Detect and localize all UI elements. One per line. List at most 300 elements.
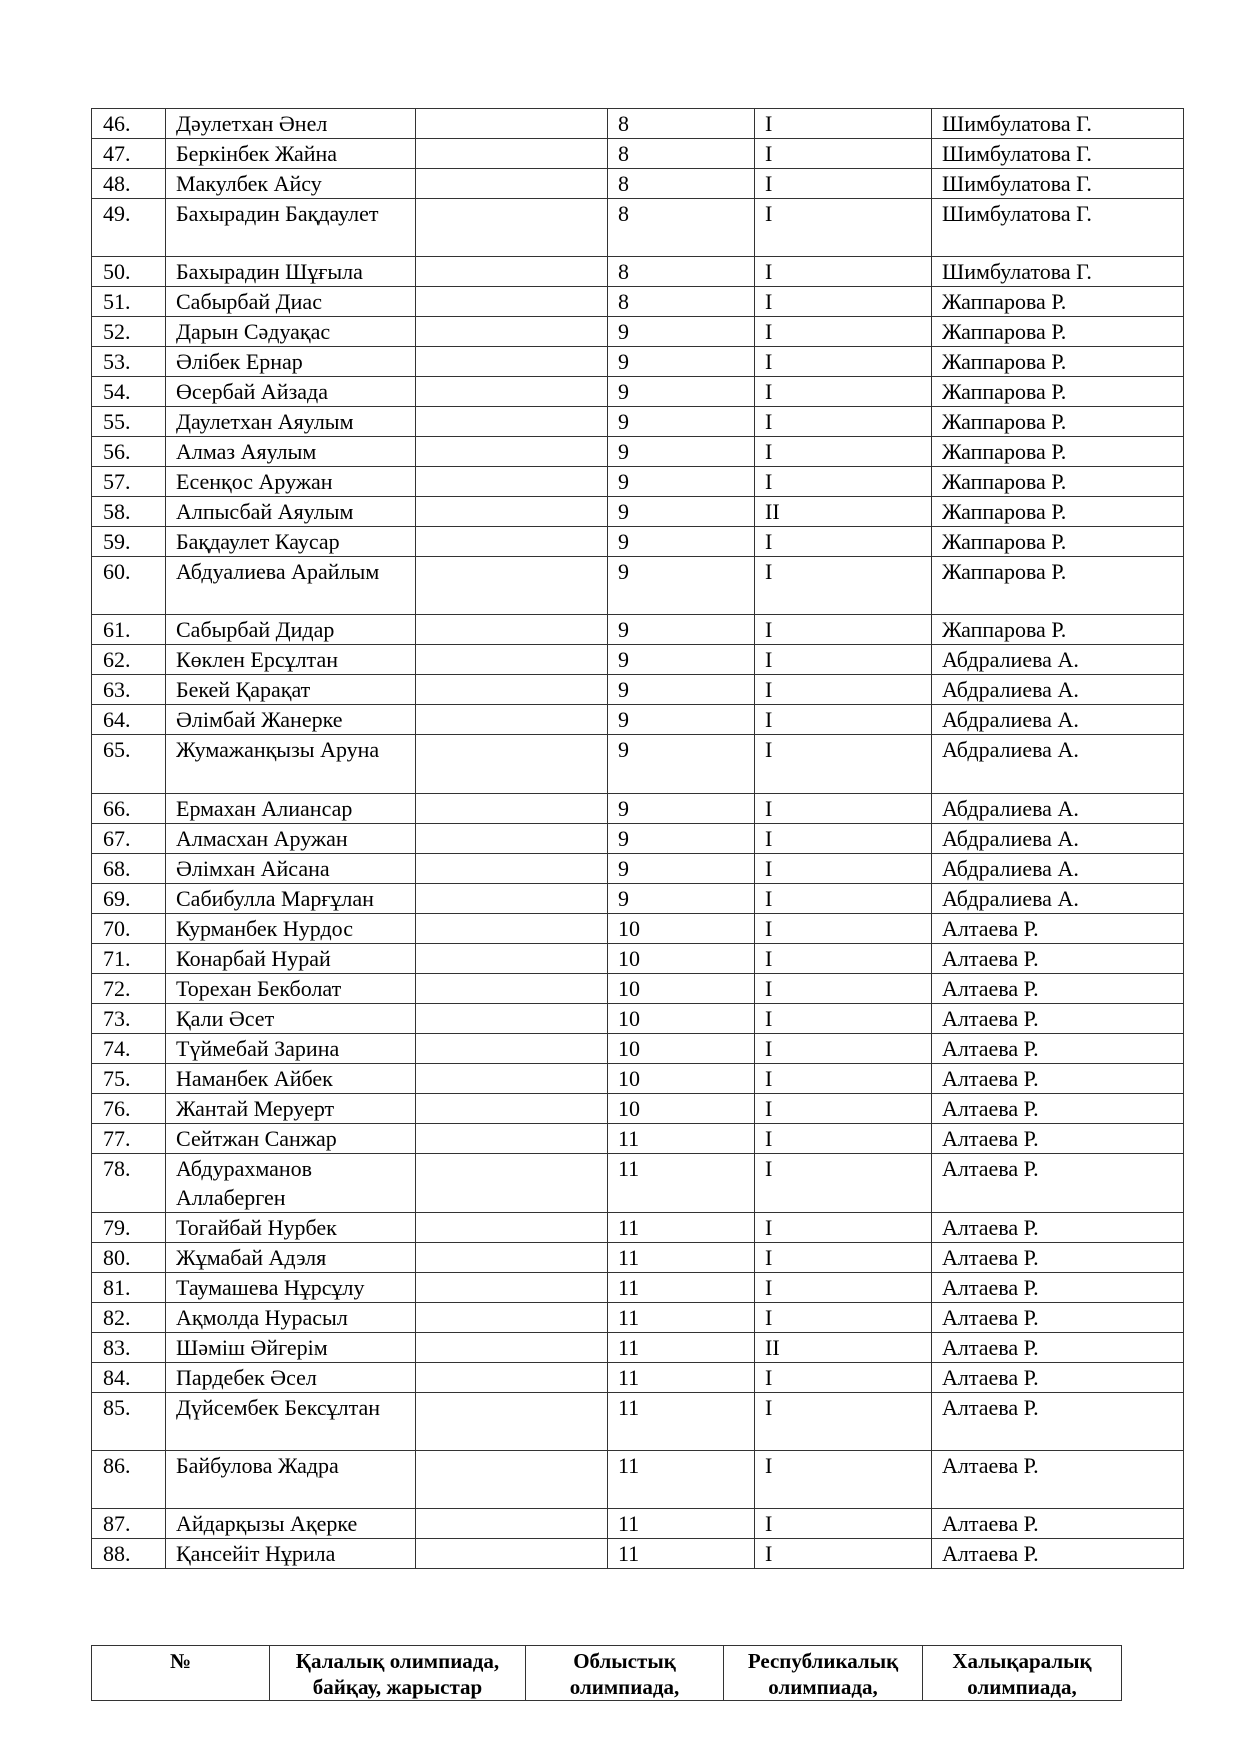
row-number: 65. [92,735,166,793]
student-name: Наманбек Айбек [166,1063,416,1093]
grade-cell: 9 [608,615,755,645]
grade-cell: 8 [608,257,755,287]
student-name: Дарын Сәдуақас [166,317,416,347]
empty-cell [416,1063,608,1093]
row-number: 84. [92,1362,166,1392]
student-name: Алмаз Аяулым [166,437,416,467]
teacher-name: Жаппарова Р. [932,615,1184,645]
empty-cell [416,287,608,317]
student-name: Қансейіт Нұрила [166,1538,416,1568]
teacher-name: Абдралиева А. [932,705,1184,735]
student-name: Әлібек Ернар [166,347,416,377]
table-row [92,139,1184,169]
degree-cell: I [755,109,932,139]
degree-cell: I [755,705,932,735]
row-number: 49. [92,199,166,257]
grade-cell: 8 [608,139,755,169]
empty-cell [416,1003,608,1033]
row-number: 56. [92,437,166,467]
row-number: 53. [92,347,166,377]
row-number: 78. [92,1153,166,1212]
grade-cell: 9 [608,675,755,705]
student-name: Конарбай Нурай [166,943,416,973]
degree-cell: I [755,943,932,973]
row-number: 72. [92,973,166,1003]
empty-cell [416,347,608,377]
grade-cell: 11 [608,1272,755,1302]
table-row [92,1242,1184,1272]
student-name: Көклен Ерсұлтан [166,645,416,675]
student-name: Жұмабай Адэля [166,1242,416,1272]
teacher-name: Жаппарова Р. [932,467,1184,497]
teacher-name: Жаппарова Р. [932,317,1184,347]
row-number: 52. [92,317,166,347]
empty-cell [416,943,608,973]
table-row [92,257,1184,287]
degree-cell: I [755,675,932,705]
grade-cell: 11 [608,1153,755,1212]
grade-cell: 9 [608,557,755,615]
grade-cell: 10 [608,943,755,973]
empty-cell [416,527,608,557]
table-row [92,199,1184,257]
teacher-name: Алтаева Р. [932,1302,1184,1332]
grade-cell: 11 [608,1392,755,1450]
student-name: Сабырбай Диас [166,287,416,317]
degree-cell: I [755,1392,932,1450]
grade-cell: 9 [608,735,755,793]
row-number: 76. [92,1093,166,1123]
student-name: Айдарқызы Ақерке [166,1508,416,1538]
row-number: 83. [92,1332,166,1362]
table-row [92,169,1184,199]
student-name: Түймебай Зарина [166,1033,416,1063]
teacher-name: Алтаева Р. [932,1123,1184,1153]
grade-cell: 9 [608,527,755,557]
table-row [92,1332,1184,1362]
teacher-name: Шимбулатова Г. [932,109,1184,139]
table-row [92,467,1184,497]
empty-cell [416,377,608,407]
teacher-name: Жаппарова Р. [932,347,1184,377]
student-name: Абдуалиева Арайлым [166,557,416,615]
teacher-name: Шимбулатова Г. [932,169,1184,199]
olympiad-header-table [91,1645,1122,1701]
table-row [92,557,1184,615]
teacher-name: Алтаева Р. [932,1003,1184,1033]
student-name: Абдурахманов Аллаберген [166,1153,416,1212]
grade-cell: 9 [608,497,755,527]
empty-cell [416,883,608,913]
degree-cell: I [755,823,932,853]
empty-cell [416,1212,608,1242]
degree-cell: I [755,735,932,793]
grade-cell: 11 [608,1362,755,1392]
empty-cell [416,1242,608,1272]
table-row [92,793,1184,823]
degree-cell: I [755,1450,932,1508]
student-name: Пардебек Әсел [166,1362,416,1392]
row-number: 67. [92,823,166,853]
empty-cell [416,199,608,257]
degree-cell: I [755,645,932,675]
row-number: 73. [92,1003,166,1033]
header-city-olympiad: Қалалық олимпиада, байқау, жарыстар [270,1646,526,1701]
teacher-name: Жаппарова Р. [932,437,1184,467]
student-name: Қали Әсет [166,1003,416,1033]
table-row [92,1450,1184,1508]
teacher-name: Жаппарова Р. [932,497,1184,527]
empty-cell [416,1033,608,1063]
empty-cell [416,467,608,497]
student-name: Алмасхан Аружан [166,823,416,853]
grade-cell: 9 [608,645,755,675]
row-number: 48. [92,169,166,199]
table-row [92,1093,1184,1123]
table-row [92,883,1184,913]
table-row [92,109,1184,139]
degree-cell: I [755,467,932,497]
row-number: 64. [92,705,166,735]
olympiad-header-row [92,1646,1122,1701]
table-row [92,675,1184,705]
teacher-name: Алтаева Р. [932,1063,1184,1093]
table-row [92,823,1184,853]
student-name: Бахырадин Бақдаулет [166,199,416,257]
teacher-name: Жаппарова Р. [932,527,1184,557]
row-number: 59. [92,527,166,557]
grade-cell: 11 [608,1212,755,1242]
table-row [92,1272,1184,1302]
grade-cell: 11 [608,1508,755,1538]
results-table-body [92,109,1184,1569]
grade-cell: 10 [608,1063,755,1093]
student-name: Жумажанқызы Аруна [166,735,416,793]
student-name: Дәулетхан Әнел [166,109,416,139]
degree-cell: I [755,557,932,615]
table-row [92,735,1184,793]
grade-cell: 11 [608,1302,755,1332]
empty-cell [416,139,608,169]
student-name: Тогайбай Нурбек [166,1212,416,1242]
degree-cell: I [755,437,932,467]
student-name: Жантай Меруерт [166,1093,416,1123]
table-row [92,1063,1184,1093]
header-number: № [92,1646,270,1701]
degree-cell: I [755,1362,932,1392]
teacher-name: Алтаева Р. [932,1332,1184,1362]
empty-cell [416,913,608,943]
row-number: 51. [92,287,166,317]
teacher-name: Абдралиева А. [932,823,1184,853]
grade-cell: 9 [608,467,755,497]
grade-cell: 10 [608,1033,755,1063]
degree-cell: I [755,1242,932,1272]
degree-cell: I [755,883,932,913]
empty-cell [416,317,608,347]
degree-cell: I [755,1302,932,1332]
grade-cell: 11 [608,1123,755,1153]
teacher-name: Шимбулатова Г. [932,139,1184,169]
row-number: 46. [92,109,166,139]
teacher-name: Алтаева Р. [932,973,1184,1003]
empty-cell [416,1153,608,1212]
teacher-name: Алтаева Р. [932,1272,1184,1302]
teacher-name: Алтаева Р. [932,1362,1184,1392]
teacher-name: Шимбулатова Г. [932,199,1184,257]
student-name: Курманбек Нурдос [166,913,416,943]
student-name: Сабырбай Дидар [166,615,416,645]
teacher-name: Абдралиева А. [932,735,1184,793]
teacher-name: Жаппарова Р. [932,287,1184,317]
empty-cell [416,1508,608,1538]
teacher-name: Алтаева Р. [932,1153,1184,1212]
table-row [92,1033,1184,1063]
header-regional-olympiad: Облыстық олимпиада, [526,1646,724,1701]
row-number: 70. [92,913,166,943]
teacher-name: Алтаева Р. [932,1242,1184,1272]
degree-cell: I [755,1538,932,1568]
row-number: 79. [92,1212,166,1242]
row-number: 74. [92,1033,166,1063]
teacher-name: Абдралиева А. [932,675,1184,705]
student-name: Есенқос Аружан [166,467,416,497]
degree-cell: I [755,527,932,557]
teacher-name: Абдралиева А. [932,793,1184,823]
student-name: Дүйсембек Бексұлтан [166,1392,416,1450]
degree-cell: I [755,853,932,883]
grade-cell: 8 [608,287,755,317]
table-row [92,1362,1184,1392]
empty-cell [416,169,608,199]
grade-cell: 10 [608,1003,755,1033]
grade-cell: 10 [608,913,755,943]
grade-cell: 11 [608,1242,755,1272]
grade-cell: 11 [608,1450,755,1508]
empty-cell [416,497,608,527]
empty-cell [416,1538,608,1568]
student-name: Бекей Қарақат [166,675,416,705]
row-number: 62. [92,645,166,675]
degree-cell: I [755,407,932,437]
table-row [92,347,1184,377]
table-row [92,853,1184,883]
grade-cell: 9 [608,377,755,407]
degree-cell: I [755,1123,932,1153]
empty-cell [416,1392,608,1450]
degree-cell: I [755,1272,932,1302]
student-name: Сабибулла Марғұлан [166,883,416,913]
header-republic-olympiad: Республикалық олимпиада, [724,1646,923,1701]
student-name: Байбулова Жадра [166,1450,416,1508]
row-number: 63. [92,675,166,705]
teacher-name: Алтаева Р. [932,1033,1184,1063]
table-row [92,377,1184,407]
table-row [92,437,1184,467]
table-row [92,527,1184,557]
teacher-name: Алтаева Р. [932,1450,1184,1508]
table-row [92,1508,1184,1538]
empty-cell [416,793,608,823]
degree-cell: I [755,793,932,823]
empty-cell [416,407,608,437]
table-row [92,1392,1184,1450]
row-number: 86. [92,1450,166,1508]
grade-cell: 9 [608,347,755,377]
empty-cell [416,645,608,675]
grade-cell: 8 [608,169,755,199]
grade-cell: 9 [608,823,755,853]
grade-cell: 9 [608,853,755,883]
teacher-name: Абдралиева А. [932,853,1184,883]
teacher-name: Алтаева Р. [932,913,1184,943]
table-row [92,1123,1184,1153]
grade-cell: 9 [608,793,755,823]
header-international-olympiad: Халықаралық олимпиада, [923,1646,1122,1701]
empty-cell [416,615,608,645]
table-row [92,943,1184,973]
table-row [92,913,1184,943]
grade-cell: 10 [608,1093,755,1123]
empty-cell [416,437,608,467]
row-number: 88. [92,1538,166,1568]
student-name: Өсербай Айзада [166,377,416,407]
degree-cell: I [755,1153,932,1212]
row-number: 85. [92,1392,166,1450]
empty-cell [416,675,608,705]
row-number: 87. [92,1508,166,1538]
empty-cell [416,823,608,853]
row-number: 60. [92,557,166,615]
empty-cell [416,557,608,615]
row-number: 68. [92,853,166,883]
row-number: 82. [92,1302,166,1332]
degree-cell: I [755,377,932,407]
empty-cell [416,1362,608,1392]
grade-cell: 8 [608,109,755,139]
row-number: 58. [92,497,166,527]
table-row [92,497,1184,527]
empty-cell [416,109,608,139]
table-row [92,1003,1184,1033]
row-number: 61. [92,615,166,645]
empty-cell [416,853,608,883]
teacher-name: Алтаева Р. [932,1508,1184,1538]
student-name: Торехан Бекболат [166,973,416,1003]
row-number: 47. [92,139,166,169]
grade-cell: 9 [608,317,755,347]
degree-cell: I [755,317,932,347]
grade-cell: 10 [608,973,755,1003]
empty-cell [416,1332,608,1362]
student-name: Бахырадин Шұғыла [166,257,416,287]
student-name: Әлімбай Жанерке [166,705,416,735]
teacher-name: Жаппарова Р. [932,407,1184,437]
student-name: Әлімхан Айсана [166,853,416,883]
table-row [92,615,1184,645]
empty-cell [416,1093,608,1123]
teacher-name: Алтаева Р. [932,943,1184,973]
teacher-name: Абдралиева А. [932,883,1184,913]
empty-cell [416,1272,608,1302]
degree-cell: I [755,913,932,943]
degree-cell: I [755,139,932,169]
row-number: 77. [92,1123,166,1153]
student-name: Бақдаулет Каусар [166,527,416,557]
table-row [92,407,1184,437]
degree-cell: I [755,199,932,257]
degree-cell: I [755,615,932,645]
student-name: Беркінбек Жайна [166,139,416,169]
teacher-name: Алтаева Р. [932,1212,1184,1242]
table-row [92,1212,1184,1242]
row-number: 57. [92,467,166,497]
degree-cell: I [755,1003,932,1033]
degree-cell: I [755,1063,932,1093]
student-name: Сейтжан Санжар [166,1123,416,1153]
degree-cell: I [755,1033,932,1063]
table-row [92,973,1184,1003]
grade-cell: 9 [608,883,755,913]
empty-cell [416,1123,608,1153]
table-row [92,1153,1184,1212]
table-row [92,645,1184,675]
row-number: 66. [92,793,166,823]
teacher-name: Абдралиева А. [932,645,1184,675]
row-number: 54. [92,377,166,407]
grade-cell: 9 [608,407,755,437]
empty-cell [416,1450,608,1508]
student-name: Макулбек Айсу [166,169,416,199]
results-table [91,108,1184,1569]
row-number: 80. [92,1242,166,1272]
student-name: Таумашева Нұрсұлу [166,1272,416,1302]
degree-cell: I [755,257,932,287]
grade-cell: 11 [608,1332,755,1362]
row-number: 50. [92,257,166,287]
empty-cell [416,973,608,1003]
empty-cell [416,1302,608,1332]
student-name: Ақмолда Нурасыл [166,1302,416,1332]
teacher-name: Алтаева Р. [932,1093,1184,1123]
table-row [92,1538,1184,1568]
student-name: Шәміш Әйгерім [166,1332,416,1362]
degree-cell: I [755,1212,932,1242]
grade-cell: 9 [608,437,755,467]
teacher-name: Шимбулатова Г. [932,257,1184,287]
empty-cell [416,257,608,287]
student-name: Алпысбай Аяулым [166,497,416,527]
empty-cell [416,735,608,793]
row-number: 81. [92,1272,166,1302]
row-number: 69. [92,883,166,913]
grade-cell: 8 [608,199,755,257]
degree-cell: I [755,347,932,377]
teacher-name: Алтаева Р. [932,1538,1184,1568]
teacher-name: Жаппарова Р. [932,557,1184,615]
table-row [92,317,1184,347]
row-number: 55. [92,407,166,437]
table-row [92,705,1184,735]
grade-cell: 11 [608,1538,755,1568]
teacher-name: Алтаева Р. [932,1392,1184,1450]
degree-cell: I [755,973,932,1003]
row-number: 71. [92,943,166,973]
grade-cell: 9 [608,705,755,735]
table-row [92,287,1184,317]
degree-cell: I [755,287,932,317]
row-number: 75. [92,1063,166,1093]
